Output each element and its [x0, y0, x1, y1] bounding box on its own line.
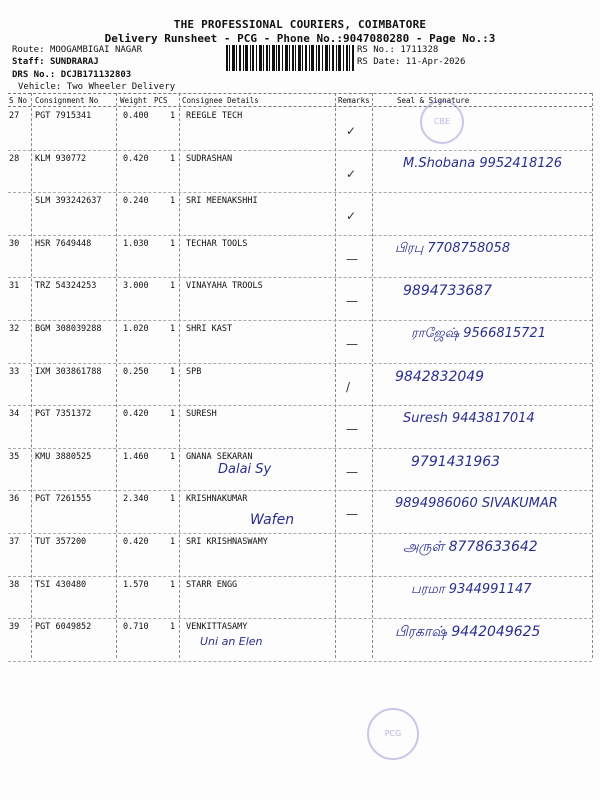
- row-weight: 0.420: [123, 537, 149, 547]
- col-header-sno: S No: [9, 96, 28, 105]
- row-pcs: 1: [170, 238, 176, 249]
- row-signature: 9894733687: [403, 283, 493, 300]
- row-sno: 32: [9, 324, 20, 334]
- col-divider: [179, 93, 180, 658]
- row-rule: [8, 192, 592, 193]
- row-consignment: IXM 303861788: [35, 366, 102, 377]
- row-rule: [8, 618, 592, 619]
- col-header-weight: Weight: [120, 96, 148, 105]
- row-consignment: PGT 7915341: [35, 111, 92, 121]
- row-signature: 9894986060 SIVAKUMAR: [395, 496, 558, 512]
- row-consignment: PGT 7351372: [35, 409, 92, 420]
- row-consignee: TECHAR TOOLS: [186, 238, 248, 249]
- row-weight: 0.420: [123, 409, 149, 420]
- row-consignment: TRZ 54324253: [35, 281, 97, 292]
- row-signature: Suresh 9443817014: [403, 411, 535, 427]
- staff-line: [12, 57, 99, 67]
- seal-stamp: CBE: [420, 100, 464, 144]
- row-pcs: 1: [170, 281, 176, 292]
- row-weight: 1.030: [123, 238, 149, 249]
- row-consignee: SUDRASHAN: [186, 153, 233, 164]
- route-line: [12, 45, 142, 55]
- row-remark-mark: —: [346, 507, 358, 522]
- col-header-consignee: Consignee Details: [182, 96, 259, 105]
- staff-label: Staff:: [12, 57, 45, 67]
- row-pcs: 1: [170, 409, 176, 420]
- row-consignment: SLM 393242637: [35, 196, 102, 207]
- row-pcs: 1: [170, 537, 176, 547]
- col-header-remarks: Remarks: [338, 96, 370, 105]
- row-signature: ராஜேஷ் 9566815721: [411, 326, 546, 341]
- row-consignment: PGT 6049852: [35, 622, 92, 633]
- row-sno: 35: [9, 451, 20, 462]
- drs-label: DRS No.:: [12, 70, 56, 80]
- row-consignee: SPB: [186, 366, 202, 377]
- row-weight: 0.420: [123, 153, 149, 164]
- row-rule: [8, 576, 592, 577]
- row-consignment: PGT 7261555: [35, 494, 92, 505]
- row-signature: 9791431963: [411, 453, 501, 470]
- row-consignee: VENKITTASAMY: [186, 622, 248, 633]
- col-divider: [335, 93, 336, 658]
- route-label: Route:: [12, 45, 45, 55]
- barcode-image: [226, 45, 354, 71]
- row-consignment: TUT 357200: [35, 537, 87, 547]
- row-rule: [8, 533, 592, 534]
- rs-date-value: 11-Apr-2026: [405, 57, 466, 67]
- row-rule: [8, 661, 592, 662]
- row-rule: [8, 405, 592, 406]
- runsheet-subtitle: Delivery Runsheet - PCG - Phone No.:9047080280 - Page No.:3: [104, 32, 496, 45]
- row-consignee: GNANA SEKARAN: [186, 451, 253, 462]
- row-consignment: KLM 930772: [35, 153, 87, 164]
- row-sno: 31: [9, 281, 20, 292]
- rs-label: RS No.:: [357, 45, 395, 55]
- row-weight: 3.000: [123, 281, 149, 292]
- drs-line: [12, 70, 131, 80]
- row-rule: [8, 235, 592, 236]
- vehicle-line: [18, 82, 175, 92]
- row-signature: M.Shobana 9952418126: [403, 155, 563, 171]
- row-rule: [8, 320, 592, 321]
- handwritten-note: Uni an Elen: [200, 635, 263, 648]
- staff-value: SUNDRARAJ: [49, 57, 99, 67]
- row-sno: 38: [9, 579, 20, 590]
- row-weight: 1.460: [123, 451, 149, 462]
- header-bottom-rule: [8, 106, 592, 107]
- row-sno: 30: [9, 238, 20, 249]
- row-pcs: 1: [170, 196, 176, 207]
- route-value: MOOGAMBIGAI NAGAR: [49, 45, 143, 55]
- row-pcs: 1: [170, 153, 176, 164]
- row-consignee: SRI KRISHNASWAMY: [186, 537, 268, 547]
- row-consignee: REEGLE TECH: [186, 111, 243, 121]
- row-consignment: HSR 7649448: [35, 238, 92, 249]
- row-rule: [8, 277, 592, 278]
- row-consignment: KMU 3880525: [35, 451, 92, 462]
- row-sno: 39: [9, 622, 20, 633]
- rs-date-label: RS Date:: [357, 57, 401, 67]
- row-consignee: SURESH: [186, 409, 217, 420]
- row-remark-mark: —: [346, 464, 358, 479]
- col-header-consignment: Consignment No: [35, 96, 99, 105]
- col-header-seal: Seal & Signature: [397, 96, 470, 105]
- row-weight: 1.020: [123, 324, 149, 334]
- row-consignment: BGM 308039288: [35, 324, 102, 334]
- company-title: THE PROFESSIONAL COURIERS, COIMBATORE: [173, 18, 427, 31]
- row-consignee: STARR ENGG: [186, 579, 238, 590]
- row-consignee: VINAYAHA TROOLS: [186, 281, 263, 292]
- row-pcs: 1: [170, 579, 176, 590]
- col-divider: [592, 93, 593, 658]
- row-pcs: 1: [170, 366, 176, 377]
- row-rule: [8, 448, 592, 449]
- row-rule: [8, 150, 592, 151]
- row-remark-mark: —: [346, 294, 358, 309]
- row-sno: 28: [9, 153, 20, 164]
- row-sno: 33: [9, 366, 20, 377]
- row-consignee: KRISHNAKUMAR: [186, 494, 248, 505]
- row-sno: 34: [9, 409, 20, 420]
- row-signature: பரமா 9344991147: [411, 581, 532, 597]
- col-divider: [372, 93, 373, 658]
- row-weight: 2.340: [123, 494, 149, 505]
- row-pcs: 1: [170, 451, 176, 462]
- row-remark-mark: /: [346, 379, 351, 394]
- row-sno: 36: [9, 494, 20, 505]
- seal-stamp: PCG: [367, 708, 419, 760]
- row-weight: 0.240: [123, 196, 149, 207]
- rs-value: 1711328: [400, 45, 439, 55]
- row-weight: 0.250: [123, 366, 149, 377]
- row-remark-mark: —: [346, 422, 358, 437]
- row-rule: [8, 490, 592, 491]
- row-remark-mark: ✓: [346, 124, 357, 138]
- col-divider: [116, 93, 117, 658]
- row-weight: 1.570: [123, 579, 149, 590]
- row-consignee: SHRI KAST: [186, 324, 233, 334]
- row-signature: அருள் 8778633642: [403, 539, 538, 555]
- row-rule: [8, 363, 592, 364]
- row-pcs: 1: [170, 622, 176, 633]
- col-header-pcs: PCS: [154, 96, 168, 105]
- col-divider: [31, 93, 32, 658]
- table-top-rule: [8, 93, 592, 94]
- row-remark-mark: ✓: [346, 209, 357, 224]
- row-consignment: TSI 430480: [35, 579, 87, 590]
- row-remark-mark: —: [346, 337, 358, 351]
- rs-number-line: [357, 45, 438, 55]
- drs-value: DCJB171132803: [60, 70, 132, 80]
- row-sno: 37: [9, 537, 20, 547]
- row-remark-mark: ✓: [346, 166, 357, 181]
- row-signature: பிரபு 7708758058: [395, 240, 511, 256]
- row-remark-mark: —: [346, 251, 358, 266]
- vehicle-label: Vehicle:: [18, 82, 62, 92]
- row-sno: 27: [9, 111, 20, 121]
- rs-date-line: [357, 57, 465, 67]
- row-pcs: 1: [170, 494, 176, 505]
- handwritten-note: Dalai Sy: [218, 462, 272, 477]
- row-consignee: SRI MEENAKSHHI: [186, 196, 258, 207]
- row-signature: 9842832049: [395, 368, 485, 385]
- row-weight: 0.400: [123, 111, 149, 121]
- vehicle-value: Two Wheeler Delivery: [66, 82, 176, 92]
- row-signature: பிரகாஷ் 9442049625: [395, 624, 541, 641]
- row-pcs: 1: [170, 111, 176, 121]
- row-weight: 0.710: [123, 622, 149, 633]
- handwritten-note: Wafen: [250, 512, 295, 528]
- row-pcs: 1: [170, 324, 176, 334]
